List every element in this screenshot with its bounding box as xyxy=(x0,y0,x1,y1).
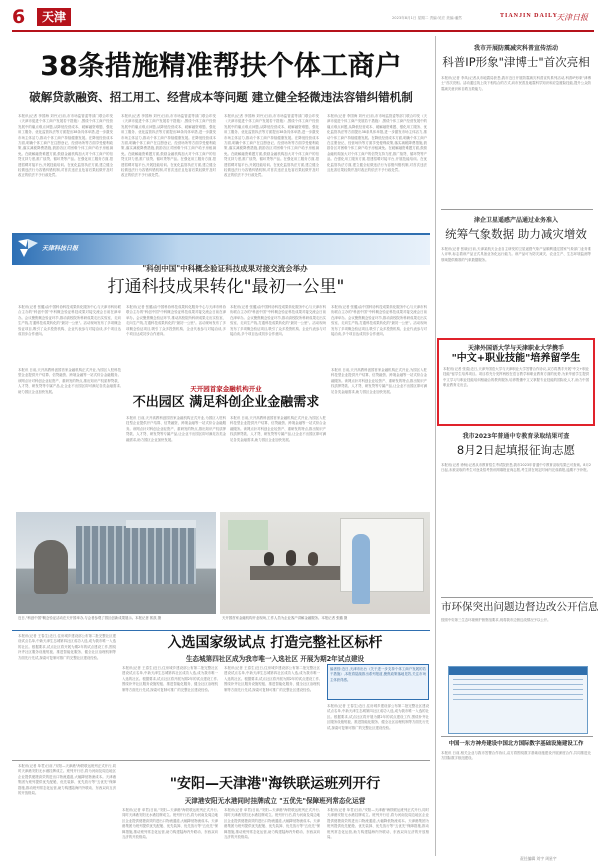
page-header xyxy=(0,0,600,34)
mid-headline: 不出园区 满足科创企业金融需求 xyxy=(132,395,320,410)
community-headline: 入选国家级试点 打造完整社区标杆 xyxy=(167,635,383,651)
right-body-2: 本报讯(记者 张晓)日前,天津某航天企业自主研发的卫星遥感气象产品顺利通过国家气象部门业务准入评审,标志着该产品正式具备业务化运行能力。该产品可为防灾减灾、农业生产、生态环境监测等领域提供精准的气象数据服务。 xyxy=(441,247,591,262)
banner-bottom-rule xyxy=(12,630,430,631)
column-divider xyxy=(435,36,436,856)
editor-note-text: 编者按:近日,天津市出台《关于进一步支持个体工商户发展的若干措施》,本报将陆续推出系列报道,聚焦政策落地见效,关注市场主体获得感。 xyxy=(330,667,426,682)
footer-editors: 责任编辑 刘宇 周星宇 xyxy=(520,856,557,861)
railway-headline: "安阳—天津港"海铁联运班列开行 xyxy=(169,776,381,792)
right-rule-5 xyxy=(441,736,593,737)
community-body-col-3: 本报讯(记者 王春生)近日,住房城乡建设部公布第二批完整社区建设试点名单,中新天津生态城第四社区成功入选,成为我市唯一入选的社区。根据要求,试点社区将开展为期2年的试点建设工作,围绕补齐社区服务设施短板、推进智能化服务、健全社区治理机制等方面先行先试,探索可复制可推广的完整社区建设经验。 xyxy=(224,666,320,692)
caption-right: 天开园首家金融机构开业现场,工作人员为企业客户讲解金融服务。本报记者 张璐 摄 xyxy=(222,616,348,620)
lead-body-col-2: 本报讯(记者 李国海 刘丹)日前,市市场监管委等部门联合印发《天津市促进个体工商户发展若干措施》,围绕个体工商户经营发展中的痛点难点问题,从降低经营成本、破解融资难题、强化用工服务、优化监管执法等方面提出38条具体举措,进一步激发市场主体活力,推动个体工商户持续健康发展。在降低经营成本方面,明确个体工商户在注册登记、经营场所等方面享受便利政策,落实减税降费措施,鼓励各区对困难个体工商户给予房租减免。在破解融资难题方面,鼓励金融机构加大对个体工商户的信贷支持力度,推广续贷、循环贷等产品。在强化用工服务方面,搭建招聘对接平台,开展技能培训。在优化监管执法方面,建立健全轻微违法行为容错纠错机制,对首次违法且危害后果轻微并及时改正的依法不予行政处罚。 xyxy=(121,114,216,178)
right-headline-2: 统筹气象数据 助力减灾增效 xyxy=(445,227,587,241)
railway-body-col-3: 本报讯(记者 单君)日前,"安阳—天津港"海铁联运班列正式开行,同时天津港安阳无水港挂牌成立。班列开行后,将为河南及周边地区企业提供便捷高效的进出口物流通道,大幅降低物流成本。天津港集团为班列提供优先配舱、优先装卸、优先放行等"五优先"保障措施,推动班列常态化运营,助力构建陆海内外联动、东西双向互济的开放格局。 xyxy=(224,808,320,840)
caption-left: 近日,"科创中国"概念验证活动在天开园举办,与会者参观了园区创新成果展示。本报记者 郭凯 摄 xyxy=(18,616,162,620)
right-kicker-3: 天津外国语大学与天津职业大学携手 xyxy=(467,345,564,352)
notice-table xyxy=(448,666,588,734)
mid-body-col-4: 本报讯 日前,天开高教科创园首家金融机构正式开业,为园区入驻科技型企业提供开户结算、信贷融资、跨境金融等一站式综合金融服务。该网点针对科创企业轻资产、重研发的特点,推出知识产权质押贷款、人才贷、研发贷等专属产品,让企业不出园区即可满足各类金融需求,助力园区企业加快发展。 xyxy=(331,368,427,394)
lead-headline: 38条措施精准帮扶个体工商户 xyxy=(40,51,402,82)
mid-body-col-2: 本报讯 日前,天开高教科创园首家金融机构正式开业,为园区入驻科技型企业提供开户结算、信贷融资、跨境金融等一站式综合金融服务。该网点针对科创企业轻资产、重研发的特点,推出知识产权质押贷款、人才贷、研发贷等专属产品,让企业不出园区即可满足各类金融需求,助力园区企业加快发展。 xyxy=(126,416,226,442)
right-headline-6: 中国一东方神舟建设中国北方国际数字基础设施建设工作 xyxy=(448,741,584,747)
brand-name: TIANJIN DAILY xyxy=(500,13,558,19)
banner-logo-text: 天津科技日报 xyxy=(42,245,79,252)
banner-headline: 打通科技成果转化"最初一公里" xyxy=(107,277,345,297)
banner-body-col-3: 本报讯(记者 张璐)由中国科协科技成果转化服务中心与天津市科协联合主办的"科创中国"中科概念验证科技成果对接交流会日前在津举办。会议聚焦概念验证环节,推动高校院所科研成果走出实验室、走向生产线,打通科技成果转化的"最初一公里"。活动现场发布了多项概念验证项目,吸引了众多投资机构、企业代表参与对接洽谈,多个项目达成初步合作意向。 xyxy=(230,305,326,337)
right-rule-1 xyxy=(441,209,593,210)
right-kicker-2: 津企卫星遥感产品通过业务准入 xyxy=(473,217,558,224)
right-body-4: 本报讯(记者 徐杨)记者从市教育招生考试院获悉,我市2023年普通中专教育录取结果已可查询。8月2日起,未被录取的考生可登录招考资讯网填报征询志愿,考生须在规定时间内完成填报,逾期不予补报。 xyxy=(441,463,591,473)
banner-body-col-2: 本报讯(记者 张璐)由中国科协科技成果转化服务中心与天津市科协联合主办的"科创中国"中科概念验证科技成果对接交流会日前在津举办。会议聚焦概念验证环节,推动高校院所科研成果走出实验室、走向生产线,打通科技成果转化的"最初一公里"。活动现场发布了多项概念验证项目,吸引了众多投资机构、企业代表参与对接洽谈,多个项目达成初步合作意向。 xyxy=(126,305,226,337)
community-rule xyxy=(12,760,430,761)
lead-body-col-1: 本报讯(记者 李国海 刘丹)日前,市市场监管委等部门联合印发《天津市促进个体工商户发展若干措施》,围绕个体工商户经营发展中的痛点难点问题,从降低经营成本、破解融资难题、强化用工服务、优化监管执法等方面提出38条具体举措,进一步激发市场主体活力,推动个体工商户持续健康发展。在降低经营成本方面,明确个体工商户在注册登记、经营场所等方面享受便利政策,落实减税降费措施,鼓励各区对困难个体工商户给予房租减免。在破解融资难题方面,鼓励金融机构加大对个体工商户的信贷支持力度,推广续贷、循环贷等产品。在强化用工服务方面,搭建招聘对接平台,开展技能培训。在优化监管执法方面,建立健全轻微违法行为容错纠错机制,对首次违法且危害后果轻微并及时改正的依法不予行政处罚。 xyxy=(18,114,113,178)
community-subtitle: 生态城第四社区成为我市唯一入选社区 开展为期2年试点建设 xyxy=(185,655,365,663)
photo-building xyxy=(16,512,216,614)
right-body-6: 本报讯 日前,相关企业与我市签署合作协议,双方将围绕数字基础设施建设开展深度合作,共同推进北方国际数字枢纽建设。 xyxy=(441,751,591,761)
header-rule xyxy=(12,30,594,32)
right-headline-4: 8月2日起填报征询志愿 xyxy=(456,443,576,457)
railway-body-col-2: 本报讯(记者 单君)日前,"安阳—天津港"海铁联运班列正式开行,同时天津港安阳无水港挂牌成立。班列开行后,将为河南及周边地区企业提供便捷高效的进出口物流通道,大幅降低物流成本。天津港集团为班列提供优先配舱、优先装卸、优先放行等"五优先"保障措施,推动班列常态化运营,助力构建陆海内外联动、东西双向互济的开放格局。 xyxy=(122,808,218,840)
community-body-col-2: 本报讯(记者 王春生)近日,住房城乡建设部公布第二批完整社区建设试点名单,中新天津生态城第四社区成功入选,成为我市唯一入选的社区。根据要求,试点社区将开展为期2年的试点建设工作,围绕补齐社区服务设施短板、推进智能化服务、健全社区治理机制等方面先行先试,探索可复制可推广的完整社区建设经验。 xyxy=(122,666,218,692)
banner-body-col-4: 本报讯(记者 张璐)由中国科协科技成果转化服务中心与天津市科协联合主办的"科创中国"中科概念验证科技成果对接交流会日前在津举办。会议聚焦概念验证环节,推动高校院所科研成果走出实验室、走向生产线,打通科技成果转化的"最初一公里"。活动现场发布了多项概念验证项目,吸引了众多投资机构、企业代表参与对接洽谈,多个项目达成初步合作意向。 xyxy=(331,305,427,337)
mid-kicker: 天开园首家金融机构开业 xyxy=(190,385,262,393)
masthead-logo: 天津日报 xyxy=(556,13,588,22)
date-line: 2023年8月1日 星期二 责编:吴宏 美编:潘然 xyxy=(392,16,462,20)
section-label: 天津 xyxy=(37,8,71,26)
right-body-3: 本报讯(记者 张清)近日,天津外国语大学与天津职业大学签署合作协议,双方将携手开展"中文+职业技能"留学生培养项目。项目将充分发挥两校在语言教学和职业教育方面的优势,为来华留学生提供中文学习与职业技能培训相融合的教育服务,培养既懂中文又掌握专业技能的国际化人才,助力中国职业教育走出去。 xyxy=(443,367,589,388)
right-body-1: 本报讯(记者 李凤)记者从市地震局获悉,我市近日开展防震减灾科普宣传系列活动,科普IP形象"津博士"首次亮相。活动通过线上线下相结合的方式,向市民普及地震科学知识和应急避险技能,提升公众防震减灾意识和自救互救能力。 xyxy=(441,76,591,91)
lead-body-col-3: 本报讯(记者 李国海 刘丹)日前,市市场监管委等部门联合印发《天津市促进个体工商户发展若干措施》,围绕个体工商户经营发展中的痛点难点问题,从降低经营成本、破解融资难题、强化用工服务、优化监管执法等方面提出38条具体举措,进一步激发市场主体活力,推动个体工商户持续健康发展。在降低经营成本方面,明确个体工商户在注册登记、经营场所等方面享受便利政策,落实减税降费措施,鼓励各区对困难个体工商户给予房租减免。在破解融资难题方面,鼓励金融机构加大对个体工商户的信贷支持力度,推广续贷、循环贷等产品。在强化用工服务方面,搭建招聘对接平台,开展技能培训。在优化监管执法方面,建立健全轻微违法行为容错纠错机制,对首次违法且危害后果轻微并及时改正的依法不予行政处罚。 xyxy=(224,114,319,178)
community-body-col-4: 本报讯(记者 王春生)近日,住房城乡建设部公布第二批完整社区建设试点名单,中新天津生态城第四社区成功入选,成为我市唯一入选的社区。根据要求,试点社区将开展为期2年的试点建设工作,围绕补齐社区服务设施短板、推进智能化服务、健全社区治理机制等方面先行先试,探索可复制可推广的完整社区建设经验。 xyxy=(327,704,429,730)
banner-body-col-1: 本报讯(记者 张璐)由中国科协科技成果转化服务中心与天津市科协联合主办的"科创中国"中科概念验证科技成果对接交流会日前在津举办。会议聚焦概念验证环节,推动高校院所科研成果走出实验室、走向生产线,打通科技成果转化的"最初一公里"。活动现场发布了多项概念验证项目,吸引了众多投资机构、企业代表参与对接洽谈,多个项目达成初步合作意向。 xyxy=(18,305,121,337)
right-kicker-4: 我市2023年普通中专教育录取结果可查 xyxy=(462,433,570,440)
community-body-left: 本报讯(记者 王春生)近日,住房城乡建设部公布第二批完整社区建设试点名单,中新天津生态城第四社区成功入选,成为我市唯一入选的社区。根据要求,试点社区将开展为期2年的试点建设工作,围绕补齐社区服务设施短板、推进智能化服务、健全社区治理机制等方面先行先试,探索可复制可推广的完整社区建设经验。 xyxy=(18,634,116,660)
page-number: 6 xyxy=(12,6,26,28)
mid-body-col-3: 本报讯 日前,天开高教科创园首家金融机构正式开业,为园区入驻科技型企业提供开户结算、信贷融资、跨境金融等一站式综合金融服务。该网点针对科创企业轻资产、重研发的特点,推出知识产权质押贷款、人才贷、研发贷等专属产品,让企业不出园区即可满足各类金融需求,助力园区企业加快发展。 xyxy=(230,416,326,442)
right-headline-3: "中文+职业技能"培养留学生 xyxy=(451,353,581,364)
mid-body-left: 本报讯 日前,天开高教科创园首家金融机构正式开业,为园区入驻科技型企业提供开户结算、信贷融资、跨境金融等一站式综合金融服务。该网点针对科创企业轻资产、重研发的特点,推出知识产权质押贷款、人才贷、研发贷等专属产品,让企业不出园区即可满足各类金融需求,助力园区企业加快发展。 xyxy=(18,368,121,394)
railway-body-col-4: 本报讯(记者 单君)日前,"安阳—天津港"海铁联运班列正式开行,同时天津港安阳无水港挂牌成立。班列开行后,将为河南及周边地区企业提供便捷高效的进出口物流通道,大幅降低物流成本。天津港集团为班列提供优先配舱、优先装卸、优先放行等"五优先"保障措施,推动班列常态化运营,助力构建陆海内外联动、东西双向互济的开放格局。 xyxy=(327,808,429,840)
right-kicker-1: 我市开展防震减灾科普宣传活动 xyxy=(473,45,558,52)
banner-logo-icon xyxy=(16,237,40,259)
right-body-5: 按照中央第三生态环境保护督察组要求,现将我市边督边改情况予以公开。 xyxy=(441,618,551,622)
editor-note-box xyxy=(327,664,429,700)
lead-body-col-4: 本报讯(记者 李国海 刘丹)日前,市市场监管委等部门联合印发《天津市促进个体工商户发展若干措施》,围绕个体工商户经营发展中的痛点难点问题,从降低经营成本、破解融资难题、强化用工服务、优化监管执法等方面提出38条具体举措,进一步激发市场主体活力,推动个体工商户持续健康发展。在降低经营成本方面,明确个体工商户在注册登记、经营场所等方面享受便利政策,落实减税降费措施,鼓励各区对困难个体工商户给予房租减免。在破解融资难题方面,鼓励金融机构加大对个体工商户的信贷支持力度,推广续贷、循环贷等产品。在强化用工服务方面,搭建招聘对接平台,开展技能培训。在优化监管执法方面,建立健全轻微违法行为容错纠错机制,对首次违法且危害后果轻微并及时改正的依法不予行政处罚。 xyxy=(327,114,427,173)
banner-kicker: "科创中国"中科概念验证科技成果对接交流会举办 xyxy=(142,264,308,273)
right-headline-5: 市环保突出问题边督边改公开信息 xyxy=(441,601,599,613)
right-rule-4 xyxy=(441,597,593,598)
banner-logo-mark xyxy=(16,237,40,259)
lead-subtitle: 破解贷款融资、招工用工、经营成本等问题 建立健全轻微违法容错纠错机制 xyxy=(29,90,413,104)
railway-subtitle: 天津港安阳无水港同时挂牌成立 "五优先"保障班列常态化运营 xyxy=(184,797,366,805)
railway-body-left: 本报讯(记者 单君)日前,"安阳—天津港"海铁联运班列正式开行,同时天津港安阳无水港挂牌成立。班列开行后,将为河南及周边地区企业提供便捷高效的进出口物流通道,大幅降低物流成本。天津港集团为班列提供优先配舱、优先装卸、优先放行等"五优先"保障措施,推动班列常态化运营,助力构建陆海内外联动、东西双向互济的开放格局。 xyxy=(18,764,116,796)
right-headline-1: 科普IP形象"津博士"首次亮相 xyxy=(442,55,590,69)
photo-classroom xyxy=(220,512,430,614)
